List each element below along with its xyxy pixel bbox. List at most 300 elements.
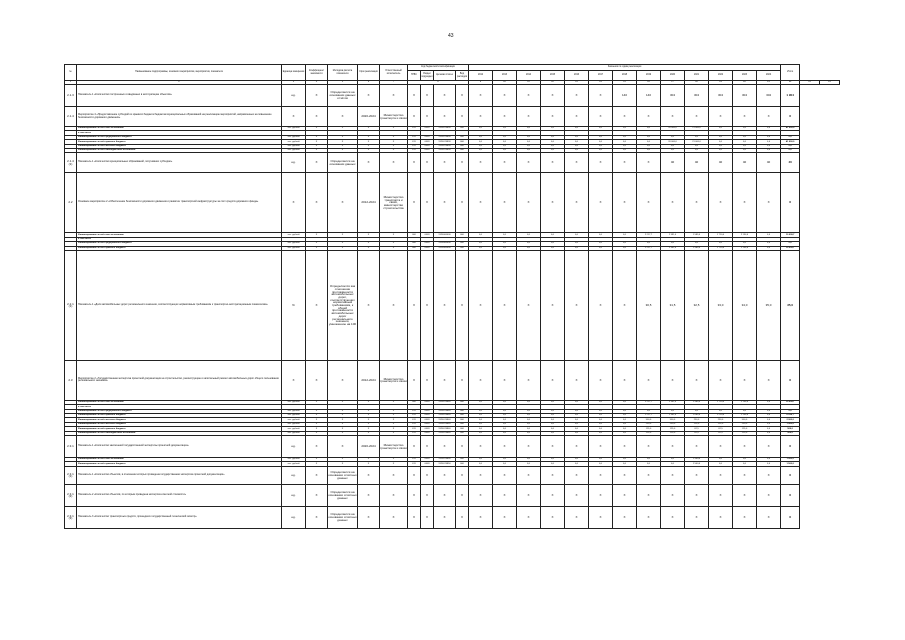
row-year-value: X bbox=[541, 360, 565, 400]
row-year-value: X bbox=[565, 153, 589, 173]
row-year-value: 0,0 bbox=[517, 246, 541, 250]
row-year-value: X bbox=[757, 506, 781, 528]
row-name: Показатель 1 «Количество объектов, в отношении которых проведена государственная экспертиза проектной документации» bbox=[77, 466, 282, 484]
header-year: 2017 bbox=[589, 71, 613, 81]
row-num: 2.3.1 (3) bbox=[65, 506, 77, 528]
row-name: Показатель 2 «Количество объектов, по которым проведена экспертиза сметной стоимости» bbox=[77, 484, 282, 506]
row-code-cell: 1920074840 bbox=[434, 427, 456, 431]
row-name: Показатель 1 «Количество построенных и введённых в эксплуатацию объектов» bbox=[77, 85, 282, 107]
row-year-value: X bbox=[661, 436, 685, 458]
row-name: в том числе bbox=[77, 237, 282, 241]
row-exec: X bbox=[380, 242, 408, 246]
row-year-value: 21 000,0 bbox=[685, 127, 709, 131]
row-total: X bbox=[781, 107, 800, 127]
row-year-value: X bbox=[493, 436, 517, 458]
row-total: X bbox=[781, 506, 800, 528]
row-year-value: X bbox=[637, 153, 661, 173]
header-index-cell: 2 bbox=[77, 81, 282, 85]
row-exec: X bbox=[380, 148, 408, 152]
row-code-cell: X bbox=[421, 107, 434, 127]
row-year-value: 35,0 bbox=[757, 250, 781, 360]
row-period: 2020-2024 bbox=[358, 107, 380, 127]
row-name: Показатель 3 «Количество транспортных средств, прошедших государственный технический осмотр» bbox=[77, 506, 282, 528]
row-code-cell: X bbox=[434, 360, 456, 400]
row-exec: X bbox=[380, 484, 408, 506]
row-code-cell: X bbox=[421, 85, 434, 107]
row-year-value: 0,0 bbox=[565, 458, 589, 462]
row-period: X bbox=[358, 140, 380, 144]
row-year-value: X bbox=[469, 153, 493, 173]
row-total: 500,0 bbox=[781, 431, 800, 435]
row-year-value: 0,0 bbox=[469, 414, 493, 418]
row-total: 0,0 bbox=[781, 135, 800, 139]
row-year-value: 0,0 bbox=[469, 427, 493, 431]
header-year: 2016 bbox=[565, 71, 589, 81]
row-method: X bbox=[328, 144, 358, 148]
row-method: X bbox=[328, 127, 358, 131]
row-year-value: 0,0 bbox=[493, 409, 517, 413]
row-year-value: 2 391,4 bbox=[661, 246, 685, 250]
row-code-cell: 0409 bbox=[421, 431, 434, 435]
row-period: X bbox=[358, 153, 380, 173]
row-num: 2.3.1 (2) bbox=[65, 484, 77, 506]
row-code-cell: X bbox=[456, 360, 469, 400]
row-name: Финансирование за счёт местного бюджета bbox=[77, 418, 282, 422]
row-year-value: 125,0 bbox=[661, 431, 685, 435]
row-unit: тыс. рублей bbox=[282, 462, 306, 466]
row-coef: X bbox=[306, 107, 328, 127]
row-year-value: X bbox=[541, 85, 565, 107]
row-year-value: 0,0 bbox=[589, 431, 613, 435]
row-year-value: X bbox=[469, 506, 493, 528]
row-year-value: 0,0 bbox=[589, 422, 613, 426]
row-year-value: X bbox=[637, 360, 661, 400]
row-year-value: 0,0 bbox=[541, 414, 565, 418]
row-code-cell: 000 bbox=[456, 233, 469, 237]
row-year-value: 0,0 bbox=[541, 422, 565, 426]
row-year-value: X bbox=[709, 466, 733, 484]
row-year-value: 0,0 bbox=[565, 144, 589, 148]
header-index-cell: 1 bbox=[65, 81, 77, 85]
row-name: Финансирование за счёт всех источников bbox=[77, 127, 282, 131]
row-year-value: X bbox=[637, 436, 661, 458]
row-exec: X bbox=[380, 414, 408, 418]
row-year-value: 0,0 bbox=[541, 418, 565, 422]
row-period: X bbox=[358, 462, 380, 466]
row-year-value: X bbox=[733, 360, 757, 400]
row-year-value: 0,0 bbox=[733, 135, 757, 139]
row-year-value: 0,0 bbox=[685, 148, 709, 152]
row-exec: X bbox=[380, 458, 408, 462]
row-code-cell: X bbox=[434, 506, 456, 528]
row-year-value: X bbox=[469, 85, 493, 107]
row-code-cell: 0409 bbox=[421, 135, 434, 139]
row-code-cell: X bbox=[456, 173, 469, 233]
row-code-cell: 000 bbox=[456, 431, 469, 435]
row-exec: X bbox=[380, 250, 408, 360]
row-code-cell: X bbox=[421, 173, 434, 233]
row-total: 0,0 bbox=[781, 409, 800, 413]
row-year-value: 250,0 bbox=[709, 418, 733, 422]
row-name: Финансирование за счёт внебюджетных источников bbox=[77, 148, 282, 152]
row-year-value: 0,0 bbox=[661, 462, 685, 466]
header-index-cell: 19 bbox=[709, 81, 733, 85]
row-year-value: 0,0 bbox=[613, 233, 637, 237]
row-year-value: 0,0 bbox=[517, 148, 541, 152]
row-year-value: 304 bbox=[733, 85, 757, 107]
row-period: X bbox=[358, 466, 380, 484]
row-year-value: X bbox=[637, 484, 661, 506]
row-year-value: 0,0 bbox=[469, 140, 493, 144]
row-code-cell: X bbox=[456, 250, 469, 360]
row-exec: Министерство транспорта и связи bbox=[380, 360, 408, 400]
row-code-cell: 611 bbox=[408, 144, 421, 148]
row-code-cell: X bbox=[434, 107, 456, 127]
row-code-cell: X bbox=[408, 85, 421, 107]
row-year-value: 0,0 bbox=[637, 409, 661, 413]
row-year-value: 0,0 bbox=[493, 140, 517, 144]
row-exec: Министерство транспорта и связи bbox=[380, 436, 408, 458]
row-coef: X bbox=[306, 148, 328, 152]
row-year-value: 1 585,0 bbox=[685, 233, 709, 237]
row-year-value: 0,0 bbox=[709, 127, 733, 131]
row-code-cell: X bbox=[421, 360, 434, 400]
row-period: X bbox=[358, 400, 380, 404]
row-year-value: 33,0 bbox=[709, 250, 733, 360]
row-year-value: 40 bbox=[709, 153, 733, 173]
row-year-value: X bbox=[757, 484, 781, 506]
row-total: 35,0 bbox=[781, 250, 800, 360]
row-year-value: 1 585,0 bbox=[685, 400, 709, 404]
row-year-value: 1 710,0 bbox=[709, 246, 733, 250]
row-year-value: 0,0 bbox=[517, 409, 541, 413]
row-code-cell: 611 bbox=[408, 140, 421, 144]
row-code-cell: 1920074830 bbox=[434, 144, 456, 148]
row-code-cell: 000 bbox=[456, 462, 469, 466]
row-year-value: X bbox=[661, 484, 685, 506]
row-year-value: 0,0 bbox=[565, 140, 589, 144]
row-unit: тыс. рублей bbox=[282, 418, 306, 422]
row-code-cell: 611 bbox=[408, 418, 421, 422]
row-year-value: X bbox=[589, 173, 613, 233]
row-year-value: 0,0 bbox=[493, 148, 517, 152]
row-period: 2012-2024 bbox=[358, 360, 380, 400]
row-code-cell: 0409 bbox=[421, 127, 434, 131]
row-year-value: 0,0 bbox=[469, 462, 493, 466]
row-name: Финансирование за счёт внебюджетных источников bbox=[77, 431, 282, 435]
row-name: Основное мероприятие 2 «Обеспечение безопасности дорожного движения и развитие транспортной инфраструктуры за счёт средств дорожного фонда» bbox=[77, 173, 282, 233]
row-year-value: 140 bbox=[613, 85, 637, 107]
row-year-value: X bbox=[517, 506, 541, 528]
row-coef: X bbox=[306, 431, 328, 435]
header-year: 2019 bbox=[637, 71, 661, 81]
row-year-value: X bbox=[517, 484, 541, 506]
header-index-cell: 14 bbox=[589, 81, 613, 85]
row-period: X bbox=[358, 414, 380, 418]
table-row-item bbox=[65, 484, 840, 506]
row-method: X bbox=[328, 418, 358, 422]
header-year: 2020 bbox=[661, 71, 685, 81]
row-num: 2.3.1 bbox=[65, 436, 77, 458]
row-year-value: X bbox=[685, 484, 709, 506]
row-exec: X bbox=[380, 127, 408, 131]
row-year-value: 0,0 bbox=[709, 135, 733, 139]
header-code: Код бюджетной классификации bbox=[408, 65, 469, 71]
row-code-cell: 000 bbox=[456, 140, 469, 144]
row-code-cell: 0409 bbox=[421, 242, 434, 246]
header-code-cs: Целевая статья bbox=[434, 71, 456, 81]
row-year-value: 0,0 bbox=[661, 144, 685, 148]
row-name: Финансирование за счёт краевого бюджета bbox=[77, 140, 282, 144]
row-unit: ед. bbox=[282, 85, 306, 107]
row-code-cell: 000 bbox=[456, 427, 469, 431]
row-year-value: X bbox=[709, 506, 733, 528]
row-code-cell: X bbox=[434, 250, 456, 360]
row-year-value: X bbox=[613, 250, 637, 360]
header-year: 2021 bbox=[685, 71, 709, 81]
row-year-value: 0,0 bbox=[733, 148, 757, 152]
row-year-value: 0,0 bbox=[589, 242, 613, 246]
row-year-value: X bbox=[613, 173, 637, 233]
row-year-value: 0,0 bbox=[589, 458, 613, 462]
row-period: X bbox=[358, 135, 380, 139]
row-year-value: X bbox=[733, 436, 757, 458]
row-code-cell: 000 bbox=[456, 135, 469, 139]
row-code-cell: 0409 bbox=[421, 233, 434, 237]
row-year-value: X bbox=[493, 173, 517, 233]
row-year-value: 0,0 bbox=[541, 135, 565, 139]
row-coef: X bbox=[306, 360, 328, 400]
row-year-value: X bbox=[709, 436, 733, 458]
row-code-cell: 0409 bbox=[421, 422, 434, 426]
row-period: X bbox=[358, 418, 380, 422]
row-unit: тыс. рублей bbox=[282, 148, 306, 152]
row-year-value: 0,0 bbox=[589, 418, 613, 422]
row-year-value: 0,0 bbox=[517, 431, 541, 435]
row-year-value: 1 134,6 bbox=[733, 414, 757, 418]
row-year-value: 0,0 bbox=[613, 246, 637, 250]
row-year-value: X bbox=[541, 173, 565, 233]
row-period: X bbox=[358, 458, 380, 462]
row-year-value: X bbox=[709, 360, 733, 400]
row-year-value: 0,0 bbox=[757, 233, 781, 237]
row-year-value: 0,0 bbox=[685, 242, 709, 246]
row-year-value: 0,0 bbox=[589, 140, 613, 144]
row-year-value: 250,0 bbox=[685, 418, 709, 422]
header-index-cell: 21 bbox=[757, 81, 781, 85]
row-unit: тыс. рублей bbox=[282, 431, 306, 435]
row-year-value: X bbox=[517, 153, 541, 173]
row-name: Финансирование за счёт краевого бюджета bbox=[77, 462, 282, 466]
row-unit: % bbox=[282, 250, 306, 360]
row-code-cell: 0409 bbox=[421, 414, 434, 418]
header-year: 2012 bbox=[469, 71, 493, 81]
header-index-cell: 3 bbox=[282, 81, 306, 85]
row-year-value: X bbox=[469, 484, 493, 506]
row-name: Финансирование за счёт всех источников bbox=[77, 400, 282, 404]
row-year-value: 0,0 bbox=[589, 427, 613, 431]
row-year-value: 0,0 bbox=[637, 242, 661, 246]
row-code-cell: 1920000000 bbox=[434, 233, 456, 237]
row-year-value: 0,0 bbox=[469, 148, 493, 152]
row-year-value: X bbox=[637, 173, 661, 233]
row-exec: X bbox=[380, 506, 408, 528]
table-row-item bbox=[65, 506, 840, 528]
row-method: X bbox=[328, 414, 358, 418]
row-coef: X bbox=[306, 153, 328, 173]
row-code-cell: X bbox=[408, 466, 421, 484]
row-year-value: 0,0 bbox=[541, 140, 565, 144]
table-row-item bbox=[65, 360, 840, 400]
row-year-value: 40 bbox=[757, 153, 781, 173]
row-year-value: 0,0 bbox=[565, 135, 589, 139]
row-year-value: 304 bbox=[709, 85, 733, 107]
row-num: 2.3.1 (1) bbox=[65, 466, 77, 484]
row-year-value: 0,0 bbox=[565, 409, 589, 413]
header-year: 2014 bbox=[517, 71, 541, 81]
row-method: X bbox=[328, 360, 358, 400]
row-code-cell: 611 bbox=[408, 135, 421, 139]
row-year-value: X bbox=[517, 107, 541, 127]
row-year-value: 125,0 bbox=[685, 422, 709, 426]
row-year-value: X bbox=[589, 250, 613, 360]
row-exec: X bbox=[380, 466, 408, 484]
row-unit: тыс. рублей bbox=[282, 135, 306, 139]
row-year-value: 1 391,4 bbox=[661, 414, 685, 418]
row-total: 1 500,0 bbox=[781, 458, 800, 462]
row-coef: X bbox=[306, 242, 328, 246]
row-total: 500,0 bbox=[781, 427, 800, 431]
row-year-value: 1 085,0 bbox=[685, 414, 709, 418]
row-name: Мероприятие 2 «Государственная экспертиза проектной документации на строительство, реконструкцию и капитальный ремонт автомобильных дорог общего пользования регионального значения» bbox=[77, 360, 282, 400]
row-code-cell: X bbox=[408, 506, 421, 528]
row-year-value: 0,0 bbox=[493, 427, 517, 431]
row-period: X bbox=[358, 85, 380, 107]
header-index-cell: 18 bbox=[685, 81, 709, 85]
row-year-value: 0,0 bbox=[565, 414, 589, 418]
row-year-value: X bbox=[565, 360, 589, 400]
row-year-value: 0,0 bbox=[757, 148, 781, 152]
row-year-value: 500,0 bbox=[733, 418, 757, 422]
row-code-cell: 1920074850 bbox=[434, 458, 456, 462]
row-year-value: 2 217,7 bbox=[637, 233, 661, 237]
row-unit: тыс. рублей bbox=[282, 458, 306, 462]
row-year-value: X bbox=[541, 153, 565, 173]
row-method: Определяется на основании отчётных данных bbox=[328, 506, 358, 528]
row-year-value: 0,0 bbox=[517, 242, 541, 246]
row-year-value: X bbox=[541, 506, 565, 528]
row-year-value: 0,0 bbox=[565, 427, 589, 431]
row-year-value: 0,0 bbox=[469, 409, 493, 413]
row-year-value: X bbox=[733, 506, 757, 528]
row-year-value: 2 391,4 bbox=[661, 400, 685, 404]
row-year-value: X bbox=[469, 466, 493, 484]
row-name: Финансирование за счёт всех источников bbox=[77, 458, 282, 462]
row-method: X bbox=[328, 140, 358, 144]
row-exec: X bbox=[380, 427, 408, 431]
row-year-value: 0,0 bbox=[757, 135, 781, 139]
row-method: X bbox=[328, 409, 358, 413]
row-year-value: 0,0 bbox=[517, 422, 541, 426]
row-year-value: X bbox=[661, 173, 685, 233]
row-name: Финансирование за счёт краевого бюджета bbox=[77, 427, 282, 431]
row-year-value: 40 bbox=[733, 153, 757, 173]
row-code-cell: 0409 bbox=[421, 427, 434, 431]
header-index-cell: 4 bbox=[306, 81, 328, 85]
row-code-cell: 000 bbox=[456, 144, 469, 148]
row-exec: X bbox=[380, 400, 408, 404]
row-period: X bbox=[358, 242, 380, 246]
row-year-value: 0,0 bbox=[517, 127, 541, 131]
row-exec: X bbox=[380, 246, 408, 250]
row-name: Финансирование за счёт федерального бюджета bbox=[77, 409, 282, 413]
row-method: X bbox=[328, 422, 358, 426]
row-year-value: 0,0 bbox=[709, 458, 733, 462]
row-code-cell: 000 bbox=[456, 400, 469, 404]
row-period: X bbox=[358, 484, 380, 506]
row-year-value: X bbox=[469, 173, 493, 233]
row-code-cell: 1920074840 bbox=[434, 431, 456, 435]
row-num: 2.2.1 (1) bbox=[65, 250, 77, 360]
row-coef: X bbox=[306, 458, 328, 462]
row-year-value: X bbox=[493, 250, 517, 360]
row-year-value: 0,0 bbox=[469, 135, 493, 139]
row-year-value: X bbox=[589, 85, 613, 107]
row-year-value: X bbox=[517, 250, 541, 360]
row-year-value: 0,0 bbox=[517, 458, 541, 462]
row-year-value: X bbox=[589, 153, 613, 173]
row-year-value: X bbox=[517, 360, 541, 400]
row-year-value: 0,0 bbox=[733, 242, 757, 246]
row-year-value: 2 391,4 bbox=[661, 233, 685, 237]
row-period: 2020-2024 bbox=[358, 436, 380, 458]
header-index-cell: 13 bbox=[565, 81, 589, 85]
header-index-cell: 5 bbox=[328, 81, 358, 85]
row-unit: X bbox=[282, 360, 306, 400]
row-year-value: X bbox=[613, 360, 637, 400]
row-code-cell: 0409 bbox=[421, 140, 434, 144]
row-year-value: X bbox=[757, 436, 781, 458]
row-year-value: X bbox=[541, 436, 565, 458]
row-year-value: X bbox=[517, 436, 541, 458]
row-year-value: 40 bbox=[661, 153, 685, 173]
row-year-value: 0,0 bbox=[469, 127, 493, 131]
row-coef: X bbox=[306, 466, 328, 484]
row-year-value: X bbox=[589, 466, 613, 484]
row-year-value: 0,0 bbox=[757, 422, 781, 426]
row-year-value: 0,0 bbox=[469, 418, 493, 422]
row-name: Показатель 1 «Количество заключений государственной экспертизы проектной документации» bbox=[77, 436, 282, 458]
row-total: 41 000,0 bbox=[781, 140, 800, 144]
row-year-value: 0,0 bbox=[517, 400, 541, 404]
header-index-cell: 24 bbox=[820, 81, 840, 85]
row-year-value: X bbox=[493, 153, 517, 173]
row-year-value: 0,0 bbox=[493, 127, 517, 131]
row-year-value: X bbox=[493, 107, 517, 127]
row-year-value: X bbox=[661, 506, 685, 528]
row-year-value: 0,0 bbox=[613, 458, 637, 462]
row-period: X bbox=[358, 148, 380, 152]
row-year-value: 0,0 bbox=[541, 400, 565, 404]
row-code-cell: 611 bbox=[408, 422, 421, 426]
row-year-value: X bbox=[565, 250, 589, 360]
row-coef: X bbox=[306, 246, 328, 250]
row-year-value: 0,0 bbox=[757, 427, 781, 431]
row-year-value: X bbox=[517, 85, 541, 107]
row-year-value: 0,0 bbox=[709, 462, 733, 466]
row-total: X bbox=[781, 436, 800, 458]
row-year-value: 0,0 bbox=[613, 414, 637, 418]
